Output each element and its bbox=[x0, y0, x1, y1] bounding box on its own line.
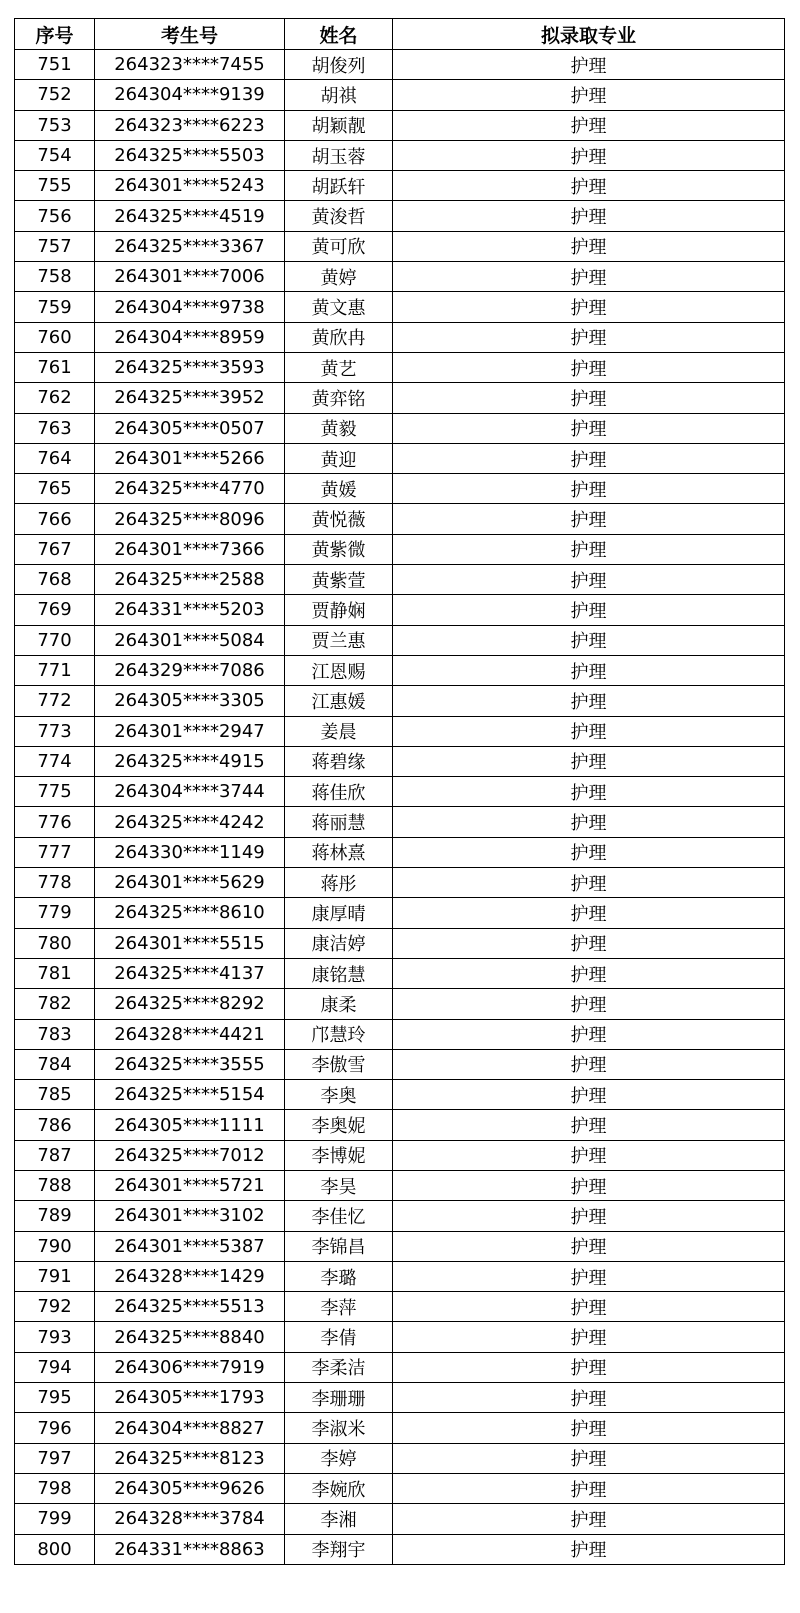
cell-name: 江恩赐 bbox=[285, 655, 393, 685]
cell-candidate-number: 264301****2947 bbox=[95, 716, 285, 746]
cell-major: 护理 bbox=[393, 777, 785, 807]
cell-name: 李柔洁 bbox=[285, 1352, 393, 1382]
cell-major: 护理 bbox=[393, 958, 785, 988]
table-row bbox=[15, 140, 785, 170]
cell-serial-number: 792 bbox=[15, 1292, 95, 1322]
cell-serial-number: 777 bbox=[15, 837, 95, 867]
cell-serial-number: 759 bbox=[15, 292, 95, 322]
cell-name: 胡祺 bbox=[285, 80, 393, 110]
cell-candidate-number: 264323****7455 bbox=[95, 50, 285, 80]
cell-major: 护理 bbox=[393, 716, 785, 746]
cell-serial-number: 796 bbox=[15, 1413, 95, 1443]
cell-major: 护理 bbox=[393, 565, 785, 595]
cell-serial-number: 770 bbox=[15, 625, 95, 655]
table-row bbox=[15, 50, 785, 80]
cell-candidate-number: 264325****5154 bbox=[95, 1080, 285, 1110]
cell-candidate-number: 264304****3744 bbox=[95, 777, 285, 807]
cell-serial-number: 766 bbox=[15, 504, 95, 534]
cell-name: 李淑米 bbox=[285, 1413, 393, 1443]
table-row bbox=[15, 716, 785, 746]
cell-major: 护理 bbox=[393, 1413, 785, 1443]
cell-candidate-number: 264325****8840 bbox=[95, 1322, 285, 1352]
cell-major: 护理 bbox=[393, 989, 785, 1019]
cell-name: 李璐 bbox=[285, 1261, 393, 1291]
cell-candidate-number: 264301****7006 bbox=[95, 262, 285, 292]
table-row bbox=[15, 1261, 785, 1291]
cell-candidate-number: 264325****5503 bbox=[95, 140, 285, 170]
table-row bbox=[15, 110, 785, 140]
cell-candidate-number: 264305****9626 bbox=[95, 1473, 285, 1503]
cell-major: 护理 bbox=[393, 1140, 785, 1170]
cell-name: 黄媛 bbox=[285, 474, 393, 504]
cell-major: 护理 bbox=[393, 1292, 785, 1322]
header-major: 拟录取专业 bbox=[393, 19, 785, 50]
cell-candidate-number: 264328****1429 bbox=[95, 1261, 285, 1291]
cell-candidate-number: 264325****8123 bbox=[95, 1443, 285, 1473]
cell-name: 黄迎 bbox=[285, 443, 393, 473]
cell-serial-number: 774 bbox=[15, 746, 95, 776]
cell-candidate-number: 264305****3305 bbox=[95, 686, 285, 716]
cell-name: 胡跃轩 bbox=[285, 171, 393, 201]
cell-candidate-number: 264325****3952 bbox=[95, 383, 285, 413]
cell-major: 护理 bbox=[393, 1534, 785, 1564]
cell-serial-number: 799 bbox=[15, 1504, 95, 1534]
table-row bbox=[15, 443, 785, 473]
table-row bbox=[15, 1413, 785, 1443]
cell-name: 黄弈铭 bbox=[285, 383, 393, 413]
cell-name: 黄紫微 bbox=[285, 534, 393, 564]
cell-major: 护理 bbox=[393, 1110, 785, 1140]
cell-candidate-number: 264301****5266 bbox=[95, 443, 285, 473]
cell-candidate-number: 264305****1793 bbox=[95, 1383, 285, 1413]
cell-name: 蒋碧缘 bbox=[285, 746, 393, 776]
cell-serial-number: 784 bbox=[15, 1049, 95, 1079]
cell-name: 黄紫萱 bbox=[285, 565, 393, 595]
cell-major: 护理 bbox=[393, 1201, 785, 1231]
cell-name: 蒋林熹 bbox=[285, 837, 393, 867]
cell-major: 护理 bbox=[393, 807, 785, 837]
cell-serial-number: 780 bbox=[15, 928, 95, 958]
cell-serial-number: 800 bbox=[15, 1534, 95, 1564]
cell-name: 黄文惠 bbox=[285, 292, 393, 322]
cell-name: 胡玉蓉 bbox=[285, 140, 393, 170]
cell-serial-number: 783 bbox=[15, 1019, 95, 1049]
cell-serial-number: 795 bbox=[15, 1383, 95, 1413]
cell-major: 护理 bbox=[393, 140, 785, 170]
cell-major: 护理 bbox=[393, 655, 785, 685]
cell-candidate-number: 264304****9738 bbox=[95, 292, 285, 322]
header-serial-number: 序号 bbox=[15, 19, 95, 50]
table-row bbox=[15, 201, 785, 231]
cell-name: 黄可欣 bbox=[285, 231, 393, 261]
cell-serial-number: 751 bbox=[15, 50, 95, 80]
table-row bbox=[15, 1292, 785, 1322]
cell-serial-number: 767 bbox=[15, 534, 95, 564]
cell-candidate-number: 264325****2588 bbox=[95, 565, 285, 595]
cell-candidate-number: 264325****4519 bbox=[95, 201, 285, 231]
cell-serial-number: 778 bbox=[15, 868, 95, 898]
table-row bbox=[15, 1352, 785, 1382]
cell-serial-number: 765 bbox=[15, 474, 95, 504]
cell-serial-number: 757 bbox=[15, 231, 95, 261]
cell-serial-number: 785 bbox=[15, 1080, 95, 1110]
cell-name: 李珊珊 bbox=[285, 1383, 393, 1413]
cell-major: 护理 bbox=[393, 474, 785, 504]
cell-name: 姜晨 bbox=[285, 716, 393, 746]
cell-candidate-number: 264330****1149 bbox=[95, 837, 285, 867]
cell-name: 李博妮 bbox=[285, 1140, 393, 1170]
table-row bbox=[15, 1322, 785, 1352]
cell-name: 李婷 bbox=[285, 1443, 393, 1473]
cell-name: 李傲雪 bbox=[285, 1049, 393, 1079]
cell-serial-number: 776 bbox=[15, 807, 95, 837]
cell-major: 护理 bbox=[393, 928, 785, 958]
cell-candidate-number: 264301****7366 bbox=[95, 534, 285, 564]
cell-serial-number: 760 bbox=[15, 322, 95, 352]
table-row bbox=[15, 322, 785, 352]
cell-name: 黄毅 bbox=[285, 413, 393, 443]
table-row bbox=[15, 474, 785, 504]
cell-serial-number: 794 bbox=[15, 1352, 95, 1382]
table-row bbox=[15, 1170, 785, 1200]
table-row bbox=[15, 1534, 785, 1564]
cell-major: 护理 bbox=[393, 898, 785, 928]
cell-name: 胡颖靓 bbox=[285, 110, 393, 140]
cell-candidate-number: 264305****1111 bbox=[95, 1110, 285, 1140]
cell-candidate-number: 264325****4242 bbox=[95, 807, 285, 837]
cell-name: 康厚晴 bbox=[285, 898, 393, 928]
cell-major: 护理 bbox=[393, 534, 785, 564]
cell-candidate-number: 264325****3593 bbox=[95, 352, 285, 382]
table-row bbox=[15, 807, 785, 837]
cell-serial-number: 752 bbox=[15, 80, 95, 110]
cell-major: 护理 bbox=[393, 443, 785, 473]
cell-name: 李锦昌 bbox=[285, 1231, 393, 1261]
cell-serial-number: 764 bbox=[15, 443, 95, 473]
table-header-row bbox=[15, 19, 785, 50]
cell-name: 黄婷 bbox=[285, 262, 393, 292]
cell-candidate-number: 264325****4137 bbox=[95, 958, 285, 988]
cell-serial-number: 771 bbox=[15, 655, 95, 685]
cell-candidate-number: 264304****8827 bbox=[95, 1413, 285, 1443]
cell-candidate-number: 264301****3102 bbox=[95, 1201, 285, 1231]
cell-major: 护理 bbox=[393, 413, 785, 443]
cell-major: 护理 bbox=[393, 1504, 785, 1534]
table-row bbox=[15, 413, 785, 443]
cell-candidate-number: 264325****8292 bbox=[95, 989, 285, 1019]
cell-candidate-number: 264325****3555 bbox=[95, 1049, 285, 1079]
cell-serial-number: 793 bbox=[15, 1322, 95, 1352]
cell-major: 护理 bbox=[393, 110, 785, 140]
cell-name: 蒋佳欣 bbox=[285, 777, 393, 807]
cell-candidate-number: 264306****7919 bbox=[95, 1352, 285, 1382]
cell-major: 护理 bbox=[393, 1443, 785, 1473]
cell-serial-number: 781 bbox=[15, 958, 95, 988]
table-row bbox=[15, 1504, 785, 1534]
cell-major: 护理 bbox=[393, 1261, 785, 1291]
cell-candidate-number: 264331****8863 bbox=[95, 1534, 285, 1564]
table-row bbox=[15, 1443, 785, 1473]
cell-major: 护理 bbox=[393, 686, 785, 716]
cell-candidate-number: 264301****5387 bbox=[95, 1231, 285, 1261]
cell-serial-number: 782 bbox=[15, 989, 95, 1019]
table-row bbox=[15, 1231, 785, 1261]
cell-candidate-number: 264323****6223 bbox=[95, 110, 285, 140]
cell-major: 护理 bbox=[393, 625, 785, 655]
cell-major: 护理 bbox=[393, 322, 785, 352]
cell-serial-number: 773 bbox=[15, 716, 95, 746]
cell-candidate-number: 264325****4770 bbox=[95, 474, 285, 504]
cell-name: 蒋彤 bbox=[285, 868, 393, 898]
cell-name: 康铭慧 bbox=[285, 958, 393, 988]
cell-name: 李奥 bbox=[285, 1080, 393, 1110]
cell-major: 护理 bbox=[393, 868, 785, 898]
cell-candidate-number: 264301****5084 bbox=[95, 625, 285, 655]
table-row bbox=[15, 80, 785, 110]
table-row bbox=[15, 534, 785, 564]
cell-name: 贾兰惠 bbox=[285, 625, 393, 655]
table-row bbox=[15, 625, 785, 655]
cell-candidate-number: 264301****5515 bbox=[95, 928, 285, 958]
table-row bbox=[15, 262, 785, 292]
cell-serial-number: 755 bbox=[15, 171, 95, 201]
cell-serial-number: 758 bbox=[15, 262, 95, 292]
table-row bbox=[15, 292, 785, 322]
cell-candidate-number: 264305****0507 bbox=[95, 413, 285, 443]
cell-serial-number: 797 bbox=[15, 1443, 95, 1473]
cell-candidate-number: 264301****5243 bbox=[95, 171, 285, 201]
cell-serial-number: 775 bbox=[15, 777, 95, 807]
cell-serial-number: 753 bbox=[15, 110, 95, 140]
cell-name: 蒋丽慧 bbox=[285, 807, 393, 837]
cell-serial-number: 754 bbox=[15, 140, 95, 170]
cell-name: 李婉欣 bbox=[285, 1473, 393, 1503]
cell-name: 黄欣冉 bbox=[285, 322, 393, 352]
table-row bbox=[15, 898, 785, 928]
table-row bbox=[15, 1201, 785, 1231]
cell-candidate-number: 264331****5203 bbox=[95, 595, 285, 625]
table-row bbox=[15, 746, 785, 776]
cell-name: 李昊 bbox=[285, 1170, 393, 1200]
cell-major: 护理 bbox=[393, 746, 785, 776]
cell-candidate-number: 264301****5629 bbox=[95, 868, 285, 898]
table-row bbox=[15, 928, 785, 958]
cell-major: 护理 bbox=[393, 262, 785, 292]
cell-serial-number: 768 bbox=[15, 565, 95, 595]
cell-name: 贾静娴 bbox=[285, 595, 393, 625]
table-row bbox=[15, 1473, 785, 1503]
cell-candidate-number: 264325****3367 bbox=[95, 231, 285, 261]
table-row bbox=[15, 171, 785, 201]
table-row bbox=[15, 1080, 785, 1110]
cell-serial-number: 769 bbox=[15, 595, 95, 625]
cell-major: 护理 bbox=[393, 1322, 785, 1352]
cell-major: 护理 bbox=[393, 383, 785, 413]
cell-candidate-number: 264328****4421 bbox=[95, 1019, 285, 1049]
table-row bbox=[15, 383, 785, 413]
cell-name: 李湘 bbox=[285, 1504, 393, 1534]
cell-candidate-number: 264301****5721 bbox=[95, 1170, 285, 1200]
cell-name: 黄悦薇 bbox=[285, 504, 393, 534]
cell-major: 护理 bbox=[393, 837, 785, 867]
table-row bbox=[15, 868, 785, 898]
cell-candidate-number: 264329****7086 bbox=[95, 655, 285, 685]
cell-major: 护理 bbox=[393, 504, 785, 534]
header-name: 姓名 bbox=[285, 19, 393, 50]
cell-major: 护理 bbox=[393, 1019, 785, 1049]
cell-candidate-number: 264325****8610 bbox=[95, 898, 285, 928]
cell-major: 护理 bbox=[393, 171, 785, 201]
cell-major: 护理 bbox=[393, 50, 785, 80]
cell-serial-number: 772 bbox=[15, 686, 95, 716]
table-row bbox=[15, 837, 785, 867]
table-row bbox=[15, 777, 785, 807]
cell-candidate-number: 264325****7012 bbox=[95, 1140, 285, 1170]
cell-major: 护理 bbox=[393, 1080, 785, 1110]
cell-serial-number: 798 bbox=[15, 1473, 95, 1503]
cell-serial-number: 762 bbox=[15, 383, 95, 413]
cell-major: 护理 bbox=[393, 1231, 785, 1261]
cell-major: 护理 bbox=[393, 231, 785, 261]
cell-name: 李萍 bbox=[285, 1292, 393, 1322]
cell-name: 李佳忆 bbox=[285, 1201, 393, 1231]
cell-serial-number: 763 bbox=[15, 413, 95, 443]
cell-major: 护理 bbox=[393, 1049, 785, 1079]
admission-table bbox=[14, 18, 785, 1565]
cell-major: 护理 bbox=[393, 1170, 785, 1200]
table-body bbox=[15, 50, 785, 1565]
table-row bbox=[15, 1383, 785, 1413]
cell-candidate-number: 264328****3784 bbox=[95, 1504, 285, 1534]
cell-candidate-number: 264304****9139 bbox=[95, 80, 285, 110]
table-row bbox=[15, 595, 785, 625]
cell-major: 护理 bbox=[393, 1352, 785, 1382]
cell-major: 护理 bbox=[393, 1473, 785, 1503]
cell-name: 李翔宇 bbox=[285, 1534, 393, 1564]
cell-major: 护理 bbox=[393, 292, 785, 322]
cell-name: 黄艺 bbox=[285, 352, 393, 382]
table-row bbox=[15, 1110, 785, 1140]
cell-serial-number: 789 bbox=[15, 1201, 95, 1231]
cell-name: 康洁婷 bbox=[285, 928, 393, 958]
cell-name: 邝慧玲 bbox=[285, 1019, 393, 1049]
table-row bbox=[15, 1049, 785, 1079]
cell-name: 李奥妮 bbox=[285, 1110, 393, 1140]
cell-candidate-number: 264325****4915 bbox=[95, 746, 285, 776]
cell-major: 护理 bbox=[393, 1383, 785, 1413]
cell-serial-number: 756 bbox=[15, 201, 95, 231]
table-row bbox=[15, 1019, 785, 1049]
cell-serial-number: 791 bbox=[15, 1261, 95, 1291]
cell-major: 护理 bbox=[393, 80, 785, 110]
cell-serial-number: 787 bbox=[15, 1140, 95, 1170]
cell-candidate-number: 264325****5513 bbox=[95, 1292, 285, 1322]
table-row bbox=[15, 231, 785, 261]
cell-name: 黄浚哲 bbox=[285, 201, 393, 231]
table-row bbox=[15, 655, 785, 685]
cell-serial-number: 761 bbox=[15, 352, 95, 382]
cell-name: 康柔 bbox=[285, 989, 393, 1019]
header-candidate-number: 考生号 bbox=[95, 19, 285, 50]
document-page bbox=[14, 18, 785, 1565]
cell-major: 护理 bbox=[393, 201, 785, 231]
cell-candidate-number: 264325****8096 bbox=[95, 504, 285, 534]
cell-major: 护理 bbox=[393, 595, 785, 625]
cell-name: 胡俊列 bbox=[285, 50, 393, 80]
cell-candidate-number: 264304****8959 bbox=[95, 322, 285, 352]
cell-serial-number: 779 bbox=[15, 898, 95, 928]
table-row bbox=[15, 686, 785, 716]
cell-serial-number: 788 bbox=[15, 1170, 95, 1200]
cell-serial-number: 786 bbox=[15, 1110, 95, 1140]
cell-name: 李倩 bbox=[285, 1322, 393, 1352]
table-row bbox=[15, 958, 785, 988]
table-row bbox=[15, 352, 785, 382]
table-row bbox=[15, 1140, 785, 1170]
table-row bbox=[15, 989, 785, 1019]
cell-serial-number: 790 bbox=[15, 1231, 95, 1261]
table-row bbox=[15, 504, 785, 534]
cell-major: 护理 bbox=[393, 352, 785, 382]
table-row bbox=[15, 565, 785, 595]
cell-name: 江惠媛 bbox=[285, 686, 393, 716]
